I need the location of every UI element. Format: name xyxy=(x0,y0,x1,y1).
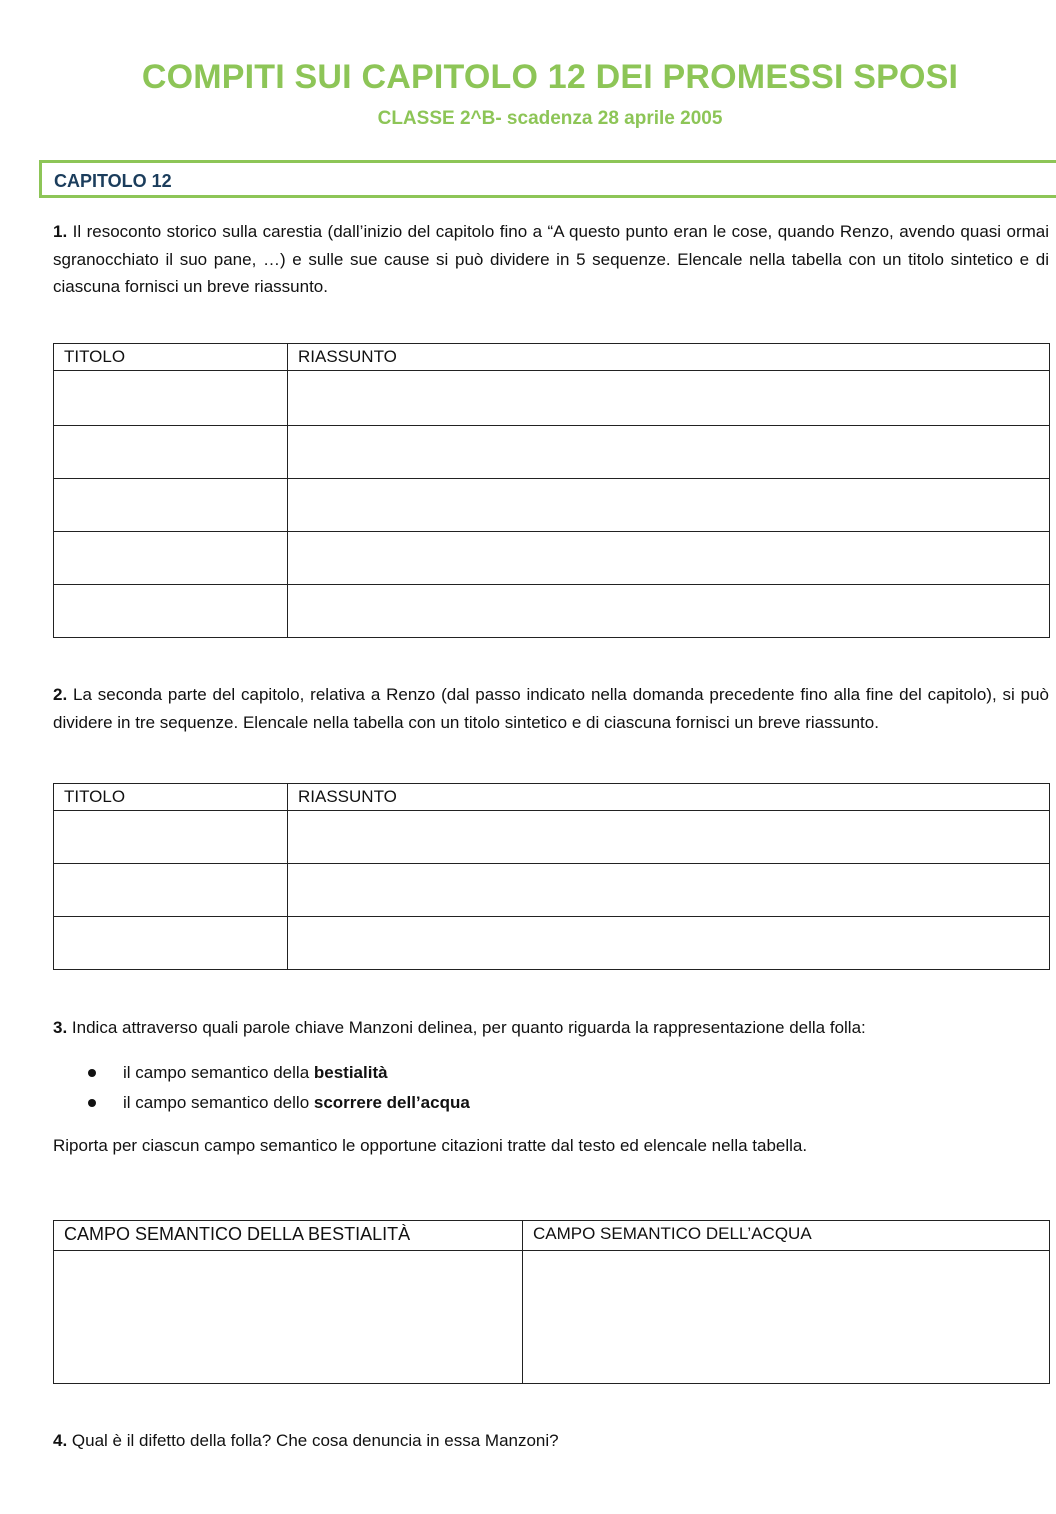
bestialita-cell[interactable] xyxy=(54,1251,523,1384)
table-row xyxy=(54,811,1050,864)
table-header-row xyxy=(54,784,1050,811)
table-header-riassunto: RIASSUNTO xyxy=(288,344,1050,371)
question-1 xyxy=(53,218,1049,301)
table-header-row xyxy=(54,1221,1050,1251)
table-header-bestialita: CAMPO SEMANTICO DELLA BESTIALITÀ xyxy=(54,1221,523,1251)
question-1-text: Il resoconto storico sulla carestia (dall’inizio del capitolo fino a “A questo punto eran le cose, quando Renzo, avendo quasi ormai sgranocchiato il suo pane, …) e sulle sue cause si può dividere in 5 sequenze. Elencale nella tabella con un titolo sintetico e di ciascuna fornisci un breve riassunto. xyxy=(53,222,1049,296)
titolo-cell[interactable] xyxy=(54,479,288,532)
titolo-cell[interactable] xyxy=(54,917,288,970)
table-header-titolo: TITOLO xyxy=(54,784,288,811)
list-item-prefix: il campo semantico della xyxy=(123,1063,314,1082)
table-row xyxy=(54,1251,1050,1384)
table-row xyxy=(54,585,1050,638)
page-title: COMPITI SUI CAPITOLO 12 DEI PROMESSI SPOSI xyxy=(141,58,959,96)
table-row xyxy=(54,864,1050,917)
chapter-heading-box xyxy=(39,160,1056,198)
question-3-text: Indica attraverso quali parole chiave Manzoni delinea, per quanto riguarda la rappresentazione della folla: xyxy=(71,1018,866,1037)
chapter-heading: CAPITOLO 12 xyxy=(54,171,172,191)
bullet-icon xyxy=(88,1069,96,1077)
question-4-text: Qual è il difetto della folla? Che cosa denuncia in essa Manzoni? xyxy=(71,1431,559,1450)
table-sequences-2 xyxy=(53,783,1050,970)
table-header-riassunto: RIASSUNTO xyxy=(288,784,1050,811)
riassunto-cell[interactable] xyxy=(288,426,1050,479)
list-item-prefix: il campo semantico dello xyxy=(123,1093,314,1112)
table-row xyxy=(54,479,1050,532)
list-item-keyword: scorrere dell’acqua xyxy=(313,1093,470,1112)
question-4 xyxy=(53,1431,559,1451)
titolo-cell[interactable] xyxy=(54,585,288,638)
riassunto-cell[interactable] xyxy=(288,371,1050,426)
riassunto-cell[interactable] xyxy=(288,479,1050,532)
table-sequences-1 xyxy=(53,343,1050,638)
table-row xyxy=(54,426,1050,479)
acqua-cell[interactable] xyxy=(523,1251,1050,1384)
table-row xyxy=(54,532,1050,585)
question-3-number: 3. xyxy=(53,1018,68,1037)
titolo-cell[interactable] xyxy=(54,864,288,917)
riassunto-cell[interactable] xyxy=(288,585,1050,638)
bullet-icon xyxy=(88,1099,96,1107)
list-item xyxy=(88,1088,470,1118)
riassunto-cell[interactable] xyxy=(288,917,1050,970)
question-2-number: 2. xyxy=(53,685,68,704)
question-1-number: 1. xyxy=(53,222,68,241)
question-3-instruction: Riporta per ciascun campo semantico le opportune citazioni tratte dal testo ed elencale nella tabella. xyxy=(53,1136,808,1155)
table-header-row xyxy=(54,344,1050,371)
titolo-cell[interactable] xyxy=(54,371,288,426)
riassunto-cell[interactable] xyxy=(288,864,1050,917)
riassunto-cell[interactable] xyxy=(288,811,1050,864)
question-3 xyxy=(53,1018,866,1038)
table-header-acqua: CAMPO SEMANTICO DELL’ACQUA xyxy=(523,1221,1050,1251)
question-2-text: La seconda parte del capitolo, relativa a Renzo (dal passo indicato nella domanda precedente fino alla fine del capitolo), si può dividere in tre sequenze. Elencale nella tabella con un titolo sintetico e di ciascuna fornisci un breve riassunto. xyxy=(53,685,1049,732)
page-subtitle: CLASSE 2^B- scadenza 28 aprile 2005 xyxy=(377,108,723,129)
list-item xyxy=(88,1058,470,1088)
titolo-cell[interactable] xyxy=(54,811,288,864)
table-semantic-fields xyxy=(53,1220,1050,1384)
table-row xyxy=(54,371,1050,426)
table-row xyxy=(54,917,1050,970)
table-header-titolo: TITOLO xyxy=(54,344,288,371)
titolo-cell[interactable] xyxy=(54,532,288,585)
riassunto-cell[interactable] xyxy=(288,532,1050,585)
question-4-number: 4. xyxy=(53,1431,68,1450)
question-2 xyxy=(53,681,1049,736)
list-item-keyword: bestialità xyxy=(313,1063,388,1082)
titolo-cell[interactable] xyxy=(54,426,288,479)
semantic-fields-list xyxy=(88,1058,470,1118)
